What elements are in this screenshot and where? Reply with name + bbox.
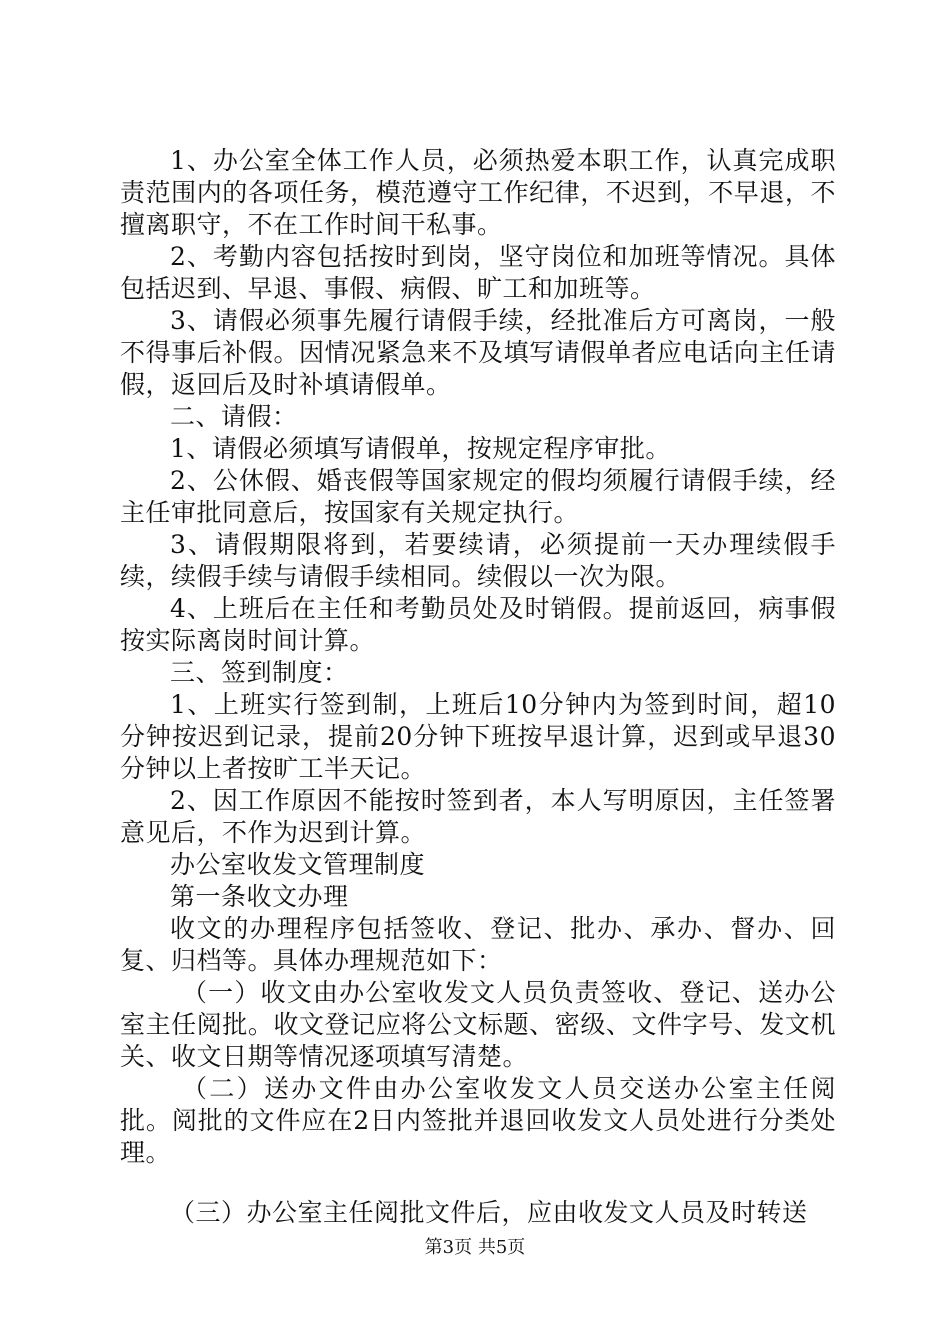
paragraph: 2、公休假、婚丧假等国家规定的假均须履行请假手续，经主任审批同意后，按国家有关规定执行。 bbox=[120, 466, 836, 527]
paragraph: 3、请假必须事先履行请假手续，经批准后方可离岗，一般不得事后补假。因情况紧急来不及填写请假单者应电话向主任请假，返回后及时补填请假单。 bbox=[120, 306, 836, 399]
paragraph: 4、上班后在主任和考勤员处及时销假。提前返回，病事假按实际离岗时间计算。 bbox=[120, 594, 836, 655]
section-heading: 第一条收文办理 bbox=[170, 882, 349, 911]
document-body bbox=[120, 145, 836, 1229]
paragraph: 1、办公室全体工作人员，必须热爱本职工作，认真完成职责范围内的各项任务，模范遵守工作纪律，不迟到，不早退，不擅离职守，不在工作时间干私事。 bbox=[120, 146, 836, 239]
section-heading: 三、签到制度： bbox=[170, 658, 349, 687]
paragraph: 1、请假必须填写请假单，按规定程序审批。 bbox=[170, 434, 671, 463]
paragraph: （三）办公室主任阅批文件后，应由收发文人员及时转送 bbox=[170, 1198, 808, 1227]
paragraph: 3、请假期限将到，若要续请，必须提前一天办理续假手续，续假手续与请假手续相同。续假以一次为限。 bbox=[120, 530, 836, 591]
paragraph: （一）收文由办公室收发文人员负责签收、登记、送办公室主任阅批。收文登记应将公文标题、密级、文件字号、发文机关、收文日期等情况逐项填写清楚。 bbox=[120, 978, 836, 1071]
section-heading: 二、请假： bbox=[170, 402, 298, 431]
page-footer: 第3页 共5页 bbox=[424, 1237, 526, 1258]
paragraph: （二）送办文件由办公室收发文人员交送办公室主任阅批。阅批的文件应在2日内签批并退回收发文人员处进行分类处理。 bbox=[120, 1074, 836, 1167]
paragraph: 2、因工作原因不能按时签到者，本人写明原因，主任签署意见后，不作为迟到计算。 bbox=[120, 786, 836, 847]
paragraph: 1、上班实行签到制，上班后10分钟内为签到时间，超10分钟按迟到记录，提前20分钟下班按早退计算，迟到或早退30分钟以上者按旷工半天记。 bbox=[120, 690, 836, 783]
paragraph: 收文的办理程序包括签收、登记、批办、承办、督办、回复、归档等。具体办理规范如下： bbox=[120, 914, 836, 975]
paragraph: 2、考勤内容包括按时到岗，坚守岗位和加班等情况。具体包括迟到、早退、事假、病假、旷工和加班等。 bbox=[120, 242, 836, 303]
section-heading: 办公室收发文管理制度 bbox=[170, 850, 426, 879]
